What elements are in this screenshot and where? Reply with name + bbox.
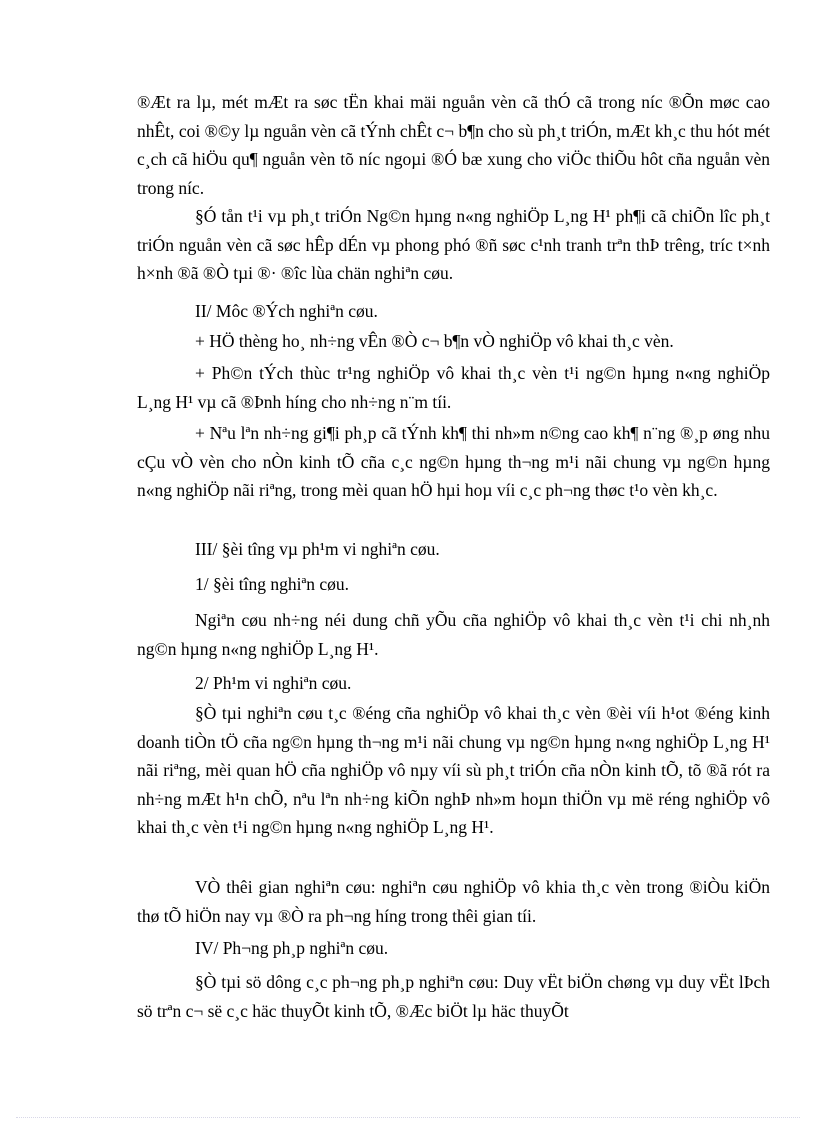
paragraph-research-subject: Ngiªn cøu nh÷ng néi dung chñ yÕu cña nghiÖp vô khai th¸c vèn t¹i chi nh¸nh ng©n hµng n«ng nghiÖp L¸ng H¹. <box>137 610 770 659</box>
heading-research-methods: IV/ Ph¬ng ph¸p nghiªn cøu. <box>195 938 389 958</box>
bullet-solutions: + Nªu lªn nh÷ng gi¶i ph¸p cã tÝnh kh¶ thi nh»m n©ng cao kh¶ n¨ng ®¸p øng nhu cÇu vÒ vèn cho nÒn kinh tÕ cña c¸c ng©n hµng th¬ng m¹i nãi chung vµ ng©n hµng n«ng nghiÖp nãi riªng, trong mèi quan hÖ hµi hoµ víi c¸c ph¬ng thøc t¹o vèn kh¸c. <box>137 423 770 500</box>
paragraph-research-scope: §Ò tµi nghiªn cøu t¸c ®éng cña nghiÖp vô khai th¸c vèn ®èi víi h¹ot ®éng kinh doanh tiÒn tÖ cña ng©n hµng th¬ng m¹i nãi chung vµ ng©n hµng n«ng nghiÖp L¸ng H¹ nãi riªng, mèi quan hÖ cña nghiÖp vô nµy víi sù ph¸t triÓn cña nÒn kinh tÕ, tõ ®ã rót ra nh÷ng mÆt h¹n chÕ, nªu lªn nh÷ng kiÕn nghÞ nh»m hoµn thiÖn vµ më réng nghiÖp vô khai th¸c vèn t¹i ng©n hµng n«ng nghiÖp L¸ng H¹. <box>137 703 770 837</box>
heading-research-purpose: II/ Môc ®Ých nghiªn cøu. <box>195 301 378 321</box>
heading-subject-scope: III/ §èi tîng vµ ph¹m vi nghiªn cøu. <box>195 539 440 559</box>
paragraph-capital-mobilization: ®Æt ra lµ, mét mÆt ra søc tËn khai mäi nguån vèn cã thÓ cã trong níc ®Õn møc cao nhÊt, coi ®©y lµ nguån vèn cã tÝnh chÊt c¬ b¶n cho sù ph¸t triÓn, mÆt kh¸c thu hót mét c¸ch cã hiÖu qu¶ nguån vèn tõ níc ngoµi ®Ó bæ xung cho viÖc thiÕu hôt cña nguån vèn trong níc. <box>137 92 770 198</box>
paragraph-research-methods: §Ò tµi sö dông c¸c ph¬ng ph¸p nghiªn cøu: Duy vËt biÖn chøng vµ duy vËt lÞch sö trªn c¬ së c¸c häc thuyÕt kinh tÕ, ®Æc biÖt lµ häc thuyÕt <box>137 972 770 1021</box>
paragraph-research-time: VÒ thêi gian nghiªn cøu: nghiªn cøu nghiÖp vô khia th¸c vèn trong ®iÒu kiÖn thø tÕ hiÖn nay vµ ®Ò ra ph¬ng híng trong thêi gian tíi. <box>137 877 770 926</box>
bullet-analyze: + Ph©n tÝch thùc tr¹ng nghiÖp vô khai th¸c vèn t¹i ng©n hµng n«ng nghiÖp L¸ng H¹ vµ cã ®Þnh híng cho nh÷ng n¨m tíi. <box>137 363 770 412</box>
heading-research-subject: 1/ §èi tîng nghiªn cøu. <box>195 574 350 594</box>
heading-research-scope: 2/ Ph¹m vi nghiªn cøu. <box>195 673 352 693</box>
page-bottom-divider <box>16 1117 800 1118</box>
bullet-systematize: + HÖ thèng ho¸ nh÷ng vÊn ®Ò c¬ b¶n vÒ nghiÖp vô khai th¸c vèn. <box>195 331 674 351</box>
paragraph-strategy: §Ó tån t¹i vµ ph¸t triÓn Ng©n hµng n«ng nghiÖp L¸ng H¹ ph¶i cã chiÕn lîc ph¸t triÓn nguån vèn cã søc hÊp dÉn vµ phong phó ®ñ søc c¹nh tranh trªn thÞ trêng, tríc t×nh h×nh ®ã ®Ò tµi ®· ®îc lùa chän nghiªn cøu. <box>137 206 770 283</box>
